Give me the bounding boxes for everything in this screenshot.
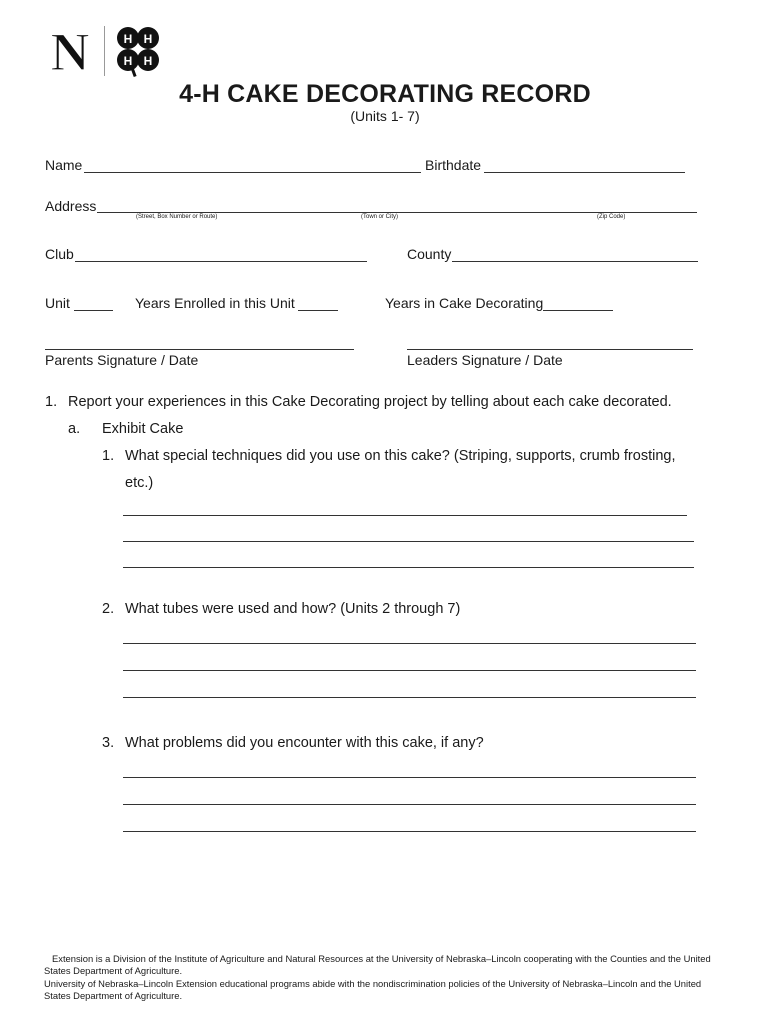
nebraska-n-logo [44,24,96,76]
parents-signature-field[interactable] [45,349,354,350]
clover-leaf-h: H [143,54,153,68]
question-3-text: What problems did you encounter with this cake, if any? [125,735,484,751]
parents-signature-label: Parents Signature / Date [45,352,199,368]
clover-leaf-h: H [123,32,133,46]
leaders-signature-label: Leaders Signature / Date [407,352,563,368]
birthdate-field[interactable] [484,172,685,173]
vertical-divider [104,26,105,76]
sub-a-letter: a. [68,421,81,437]
name-field[interactable] [84,172,421,173]
section1-prompt: Report your experiences in this Cake Decorating project by telling about each cake decorated. [68,394,672,410]
section1-number: 1. [45,394,58,410]
page-subtitle: (Units 1- 7) [350,108,420,124]
county-label: County [407,246,452,262]
address-hint-town: (Town or City) [361,214,399,220]
answer-line[interactable] [123,697,696,698]
club-field[interactable] [75,261,367,262]
answer-line[interactable] [123,567,694,568]
leaders-signature-field[interactable] [407,349,693,350]
sub-a-label: Exhibit Cake [102,421,184,437]
county-field[interactable] [452,261,698,262]
answer-line[interactable] [123,804,696,805]
address-label: Address [45,198,97,214]
answer-line[interactable] [123,777,696,778]
footer-cooperation-text: Extension is a Division of the Institute of Agriculture and Natural Resources at the University of Nebraska–Lincoln cooperating with the Counties and the United States Department of Agriculture. [44,953,711,977]
name-label: Name [45,157,83,173]
clover-leaf-h: H [143,32,153,46]
club-label: Club [45,246,74,262]
question-1-text: What special techniques did you use on this cake? (Striping, supports, crumb frosting, [125,448,676,464]
address-field[interactable] [97,212,697,213]
answer-line[interactable] [123,515,687,516]
question-1-continuation: etc.) [125,475,154,491]
years-enrolled-field[interactable] [298,310,338,311]
answer-line[interactable] [123,831,696,832]
question-2-text: What tubes were used and how? (Units 2 through 7) [125,601,461,617]
answer-line[interactable] [123,643,696,644]
clover-leaf-h: H [123,54,133,68]
four-h-clover-logo [110,22,166,78]
n-logo-letter: N [50,24,90,76]
years-cake-label: Years in Cake Decorating [385,295,544,311]
question-1-number: 1. [102,448,115,464]
page-title: 4-H CAKE DECORATING RECORD [179,80,591,108]
address-hint-street: (Street, Box Number or Route) [136,214,218,220]
answer-line[interactable] [123,670,696,671]
address-hint-zip: (Zip Code) [597,214,626,220]
unit-label: Unit [45,295,70,311]
birthdate-label: Birthdate [425,157,482,173]
years-enrolled-label: Years Enrolled in this Unit [135,295,295,311]
question-3-number: 3. [102,735,115,751]
years-cake-field[interactable] [543,310,613,311]
unit-field[interactable] [74,310,113,311]
footer-nondiscrimination-text: University of Nebraska–Lincoln Extension educational programs abide with the nondiscrimination policies of the University of Nebraska–Lincoln and the United States Department of Agriculture. [44,978,702,1002]
question-2-number: 2. [102,601,115,617]
answer-line[interactable] [123,541,694,542]
